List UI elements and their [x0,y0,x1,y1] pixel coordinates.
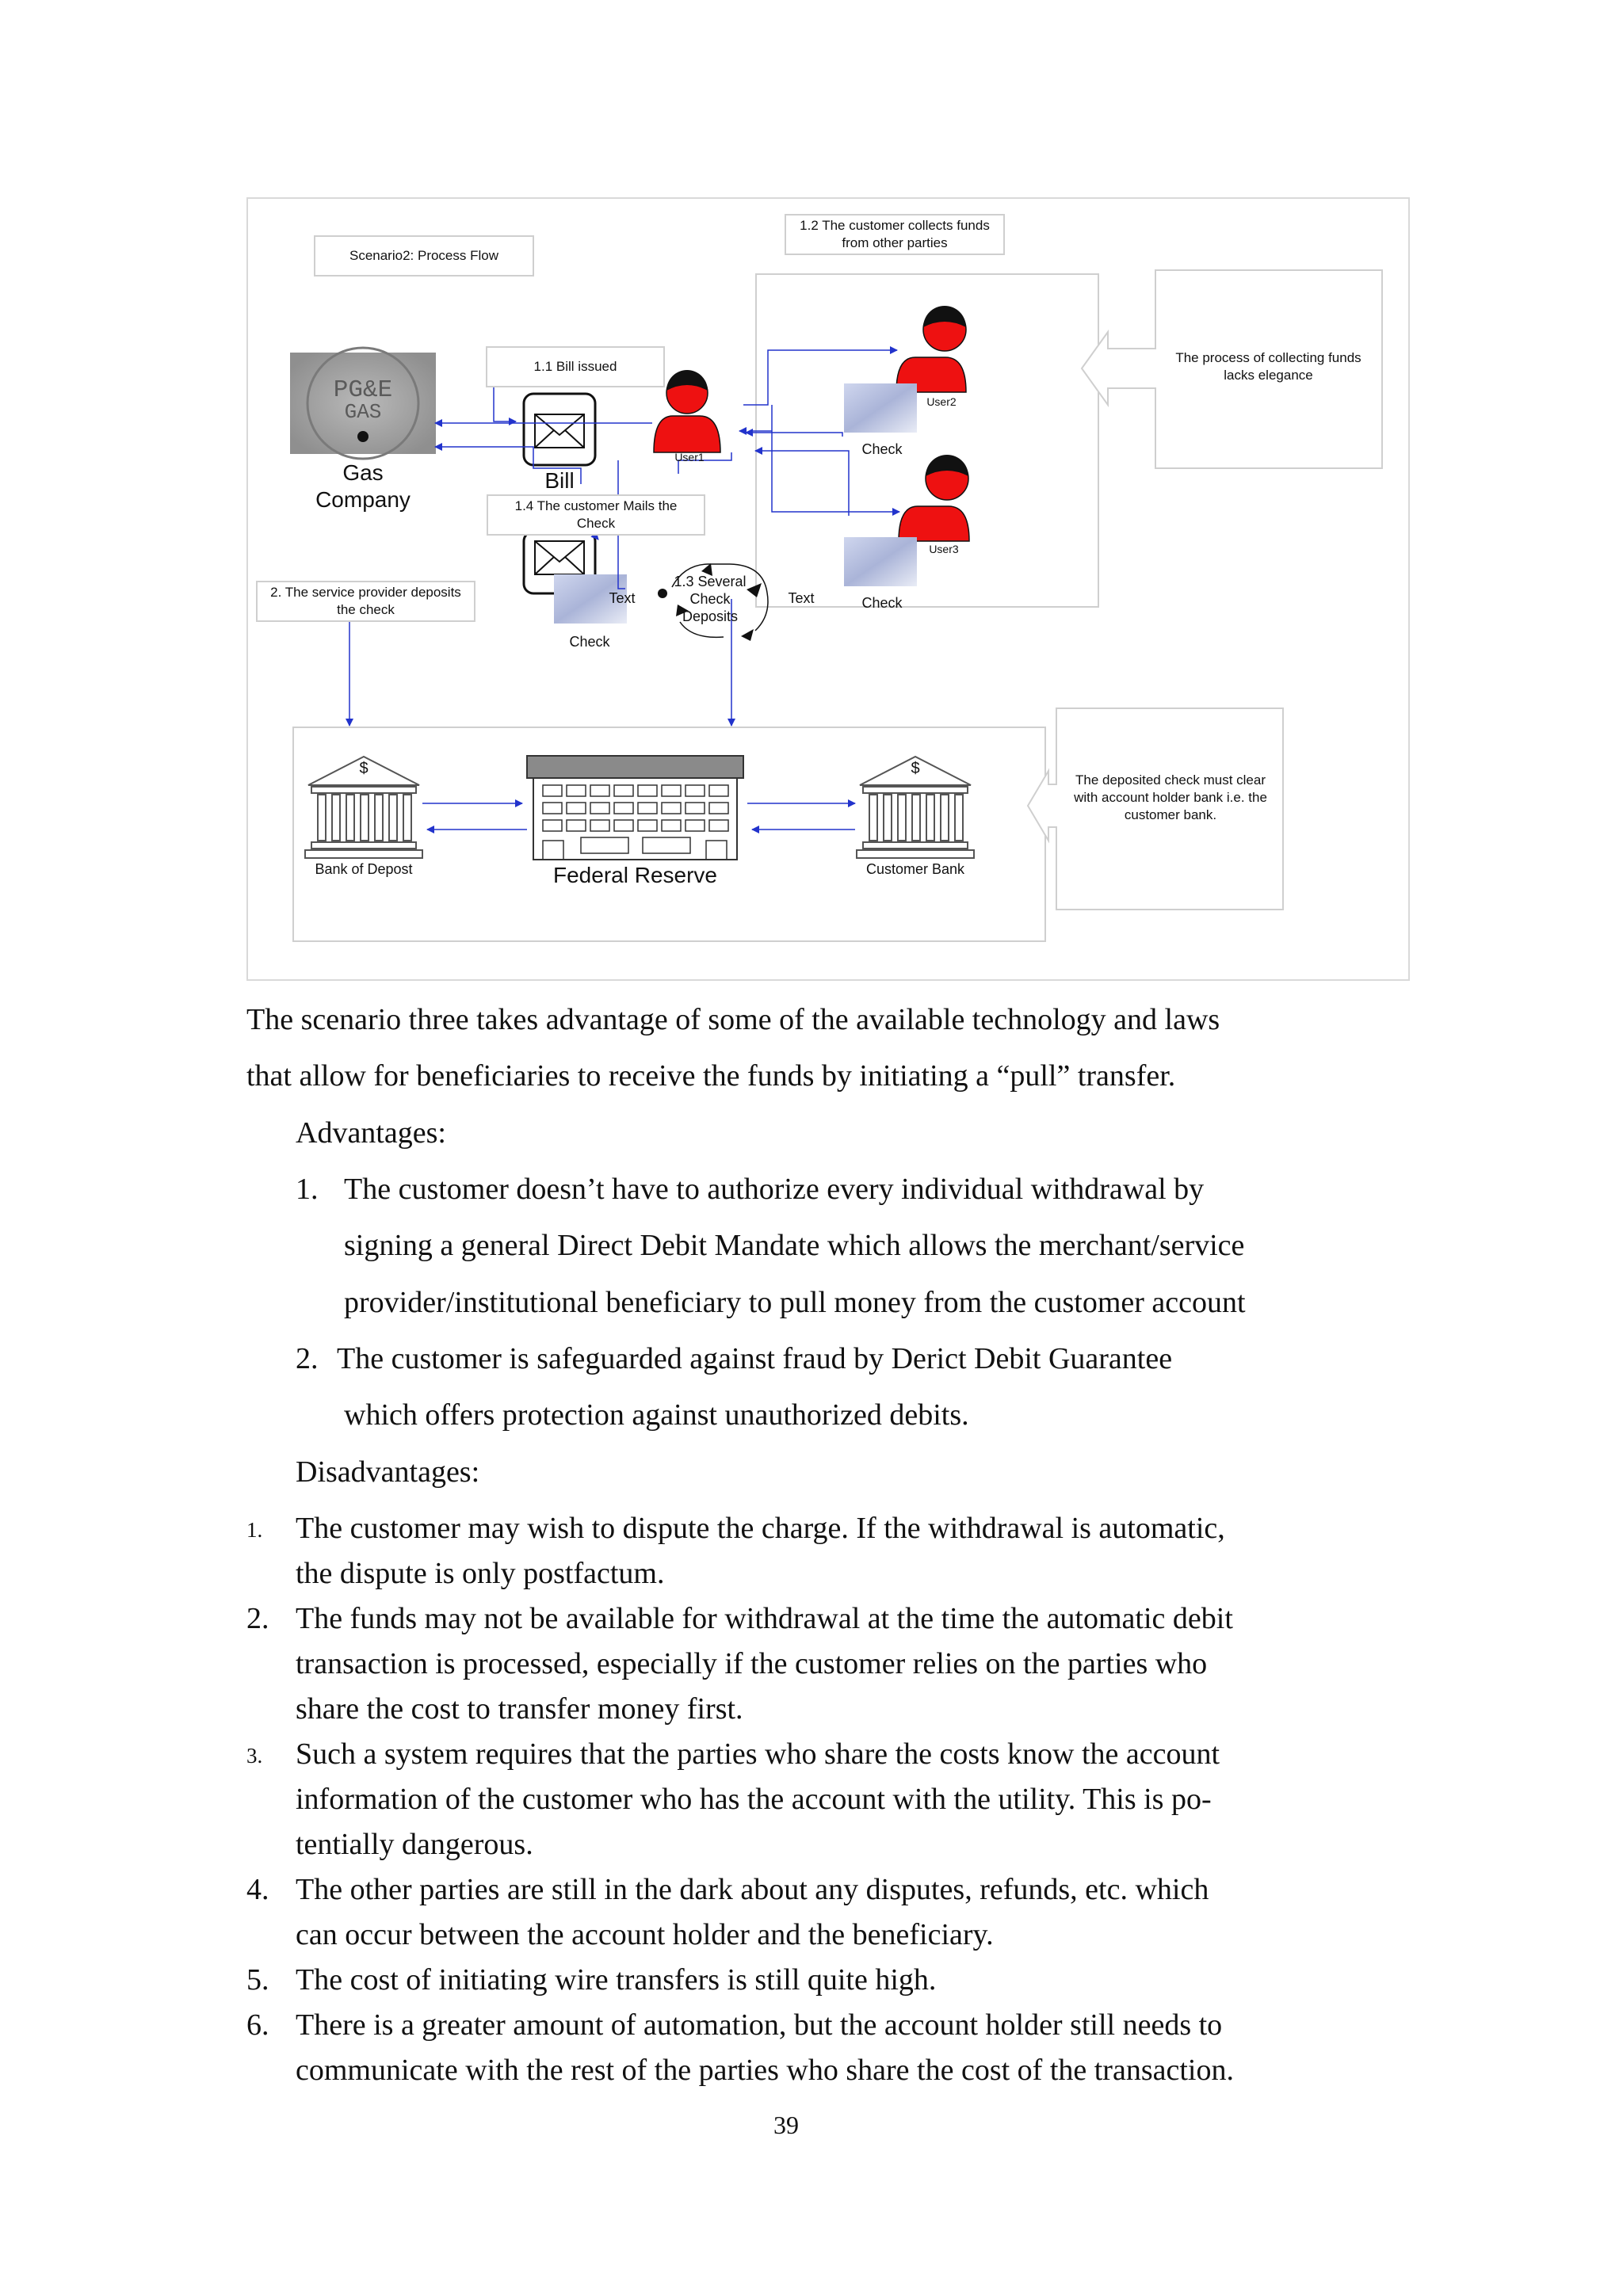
advantage-1-line-1: The customer doesn’t have to authorize every individual withdrawal by [344,1173,1205,1206]
text-label-check: Text [609,590,636,606]
step-1-4-label: 1.4 The customer Mails the Check [487,494,705,536]
gas-logo-text-2: GAS [344,400,382,424]
customer-bank-label: Customer Bank [865,861,965,877]
advantage-1-number: 1. [296,1173,319,1206]
user3-icon [899,455,969,541]
gas-logo-text-1: PG&E [333,376,393,404]
gas-company-label-1: Gas [342,460,384,485]
user2-label: User2 [926,395,957,408]
diagram-title: Scenario2: Process Flow [314,235,534,277]
disadvantage-5-number: 5. [246,1963,269,1997]
check-image-user3 [844,537,917,586]
advantage-2-line-1: The customer is safeguarded against fraud by Derict Debit Guarantee [337,1342,1173,1375]
dollar-bank-of-deposit: $ [359,760,369,777]
intro-line-2: that allow for beneficiaries to receive the funds by initiating a “pull” transfer. [246,1059,1176,1093]
disadvantage-1-line-1: The customer may wish to dispute the charge. If the withdrawal is automatic, [296,1512,1225,1545]
step-2-label: 2. The service provider deposits the check [256,581,475,622]
bill-envelope-icon [524,394,595,465]
user3-label: User3 [929,543,959,555]
disadvantage-4-number: 4. [246,1873,269,1906]
user2-icon [896,306,966,392]
disadvantage-1-line-2: the dispute is only postfactum. [296,1557,665,1590]
check-label-user3: Check [861,595,903,611]
check-image-user2 [844,383,917,433]
step-1-3-label: 1.3 Several Check Deposits [674,574,747,624]
process-flow-diagram [246,197,1410,981]
advantages-heading: Advantages: [296,1116,446,1150]
intro-line-1: The scenario three takes advantage of some of the available technology and laws [246,1003,1220,1036]
gas-company-label-2: Company [315,487,411,512]
bank-of-deposit-label: Bank of Depost [315,861,413,877]
disadvantage-3-line-3: tentially dangerous. [296,1828,533,1861]
page-number: 39 [773,2111,799,2139]
advantage-2-line-2: which offers protection against unauthorized debits. [344,1398,969,1432]
dollar-customer-bank: $ [911,760,920,777]
user1-label: User1 [674,451,705,463]
advantage-2-number: 2. [296,1342,319,1375]
check-label-user1: Check [569,634,610,650]
disadvantage-4-line-1: The other parties are still in the dark about any disputes, refunds, etc. which [296,1873,1209,1906]
disadvantage-2-number: 2. [246,1602,269,1635]
disadvantage-2-line-3: share the cost to transfer money first. [296,1692,743,1726]
step-1-1-label: 1.1 Bill issued [486,346,665,387]
disadvantage-5-line-1: The cost of initiating wire transfers is still quite high. [296,1963,937,1997]
advantage-1-line-2: signing a general Direct Debit Mandate which allows the merchant/service [344,1229,1245,1262]
note-elegance: The process of collecting funds lacks elegance [1175,350,1361,383]
disadvantage-2-line-1: The funds may not be available for withdrawal at the time the automatic debit [296,1602,1233,1635]
text-label-middle: Text [788,590,815,606]
note-clear: The deposited check must clear with account holder bank i.e. the customer bank. [1074,772,1267,822]
advantage-1-line-3: provider/institutional beneficiary to pull money from the customer account [344,1286,1246,1319]
disadvantage-4-line-2: can occur between the account holder and the beneficiary. [296,1918,994,1951]
bill-label: Bill [544,468,575,493]
federal-reserve-label: Federal Reserve [553,863,717,887]
disadvantages-heading: Disadvantages: [296,1455,480,1489]
disadvantage-1-number: 1. [246,1518,263,1542]
disadvantage-6-line-2: communicate with the rest of the parties who share the cost of the transaction. [296,2054,1234,2087]
disadvantage-6-line-1: There is a greater amount of automation, but the account holder still needs to [296,2008,1223,2042]
step-1-2-label: 1.2 The customer collects funds from other parties [785,214,1005,255]
disadvantage-6-number: 6. [246,2008,269,2042]
disadvantage-3-number: 3. [246,1744,263,1768]
disadvantage-2-line-2: transaction is processed, especially if the customer relies on the parties who [296,1647,1208,1680]
check-label-user2: Check [861,441,903,457]
disadvantage-3-line-2: information of the customer who has the account with the utility. This is po- [296,1783,1212,1816]
disadvantage-3-line-1: Such a system requires that the parties who share the costs know the account [296,1737,1220,1771]
federal-reserve-building-icon [527,756,743,860]
